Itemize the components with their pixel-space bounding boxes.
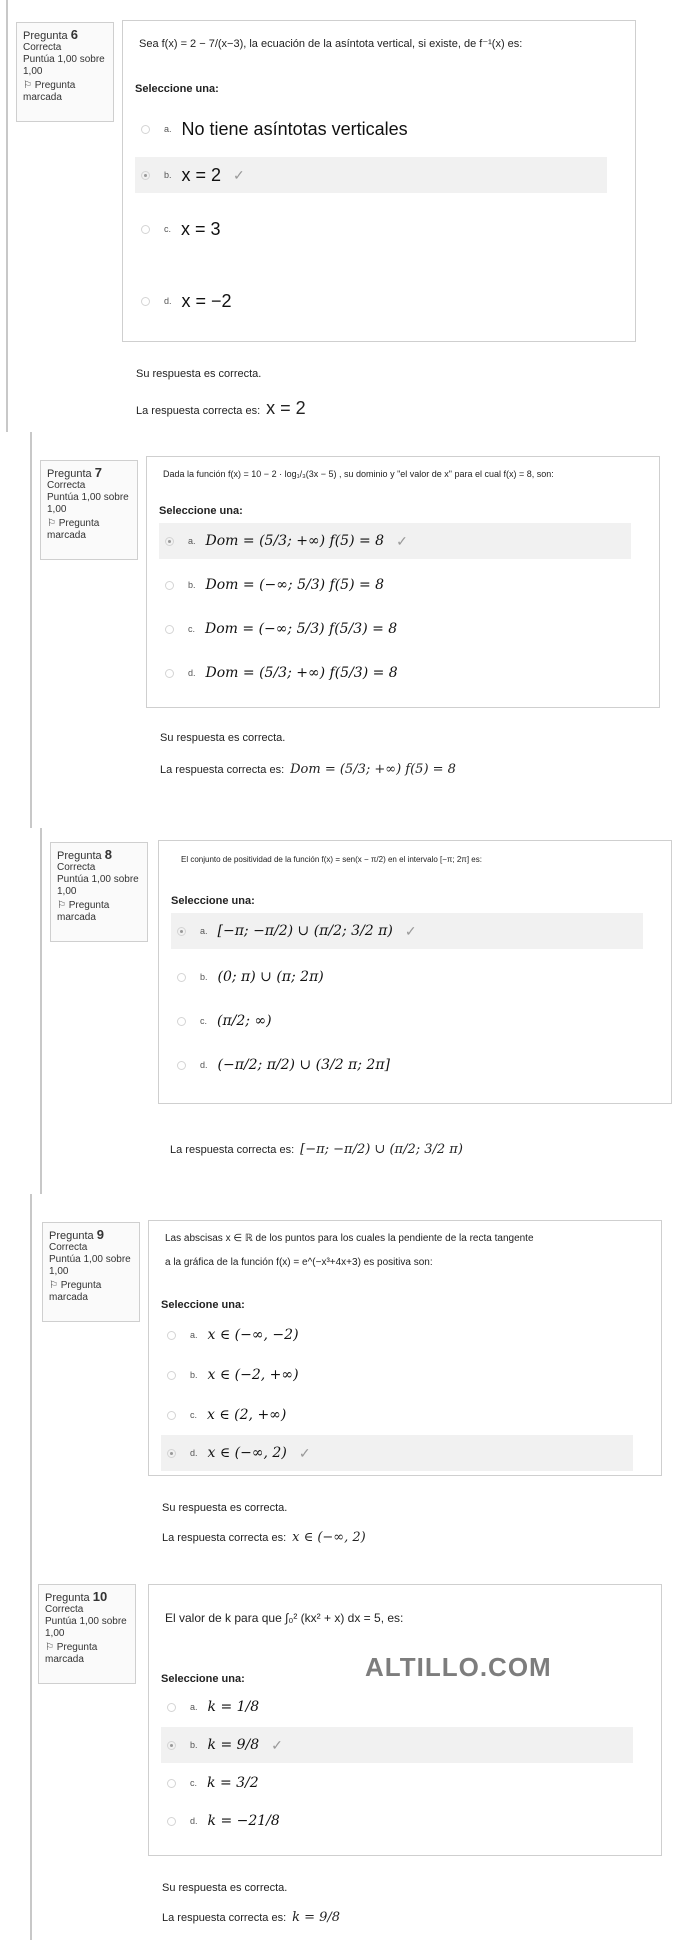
- checkmark-icon: ✓: [396, 532, 408, 549]
- correct-message: Su respuesta es correcta.: [162, 1502, 288, 1514]
- radio-button[interactable]: [167, 1779, 176, 1788]
- radio-button-selected[interactable]: [177, 927, 186, 936]
- radio-button[interactable]: [167, 1703, 176, 1712]
- option-d[interactable]: d. x ∈ (−∞, 2) ✓: [161, 1435, 633, 1471]
- option-a[interactable]: a. k = 1/8: [161, 1689, 633, 1725]
- question-status: Correcta: [49, 1242, 88, 1253]
- radio-button[interactable]: [141, 297, 150, 306]
- option-text: [−π; −π/2) ∪ (π/2; 3/2 π): [217, 923, 393, 939]
- question-text: Las abscisas x ∈ ℝ de los puntos para los cuales la pendiente de la recta tangente: [165, 1233, 534, 1244]
- option-d[interactable]: d. k = −21/8: [161, 1803, 633, 1839]
- flag-question-link[interactable]: ⚐ Pregunta marcada: [57, 900, 110, 923]
- question-number: Pregunta 6: [23, 27, 78, 42]
- question-number: Pregunta 10: [45, 1589, 108, 1604]
- flag-question-link[interactable]: ⚐ Pregunta marcada: [45, 1642, 98, 1665]
- option-b[interactable]: b. Dom = (−∞; 5/3) f(5) = 8: [159, 567, 631, 603]
- option-c[interactable]: c. k = 3/2: [161, 1765, 633, 1801]
- question-text: El conjunto de positividad de la función f(x) = sen(x − π/2) en el intervalo [−π; 2π] es:: [181, 855, 482, 864]
- radio-button[interactable]: [165, 625, 174, 634]
- radio-button-selected[interactable]: [167, 1449, 176, 1458]
- checkmark-icon: ✓: [298, 1444, 311, 1461]
- option-text: x = 3: [181, 218, 221, 239]
- option-a[interactable]: a. Dom = (5/3; +∞) f(5) = 8 ✓: [159, 523, 631, 559]
- question-score: Puntúa 1,00 sobre 1,00: [45, 1616, 127, 1639]
- question-number: Pregunta 8: [57, 847, 112, 862]
- question-content: [146, 456, 660, 708]
- flag-icon: ⚐: [47, 518, 56, 529]
- option-c[interactable]: c. x ∈ (2, +∞): [161, 1397, 633, 1433]
- left-border-line: [6, 0, 8, 432]
- correct-message: Su respuesta es correcta.: [160, 732, 286, 744]
- select-prompt: Seleccione una:: [159, 505, 243, 517]
- option-text: k = 1/8: [207, 1699, 260, 1715]
- select-prompt: Seleccione una:: [171, 895, 255, 907]
- question-score: Puntúa 1,00 sobre 1,00: [47, 492, 129, 515]
- option-d[interactable]: d. Dom = (5/3; +∞) f(5/3) = 8: [159, 655, 631, 691]
- question-info: [40, 460, 138, 560]
- option-text: x ∈ (−∞, −2): [207, 1327, 299, 1343]
- radio-button[interactable]: [165, 581, 174, 590]
- correct-answer: La respuesta correcta es: [−π; −π/2) ∪ (π/2; 3/2 π): [170, 1142, 463, 1157]
- radio-button[interactable]: [177, 973, 186, 982]
- question-status: Correcta: [23, 42, 62, 53]
- option-b[interactable]: b. k = 9/8 ✓: [161, 1727, 633, 1763]
- option-a[interactable]: a. x ∈ (−∞, −2): [161, 1317, 633, 1353]
- select-prompt: Seleccione una:: [161, 1299, 245, 1311]
- question-info: [16, 22, 114, 122]
- option-text: x = −2: [181, 290, 232, 311]
- radio-button[interactable]: [167, 1331, 176, 1340]
- flag-question-link[interactable]: ⚐ Pregunta marcada: [49, 1280, 102, 1303]
- option-text: (−π/2; π/2) ∪ (3/2 π; 2π]: [217, 1057, 390, 1073]
- flag-icon: ⚐: [23, 80, 32, 91]
- flag-icon: ⚐: [57, 900, 66, 911]
- option-text: No tiene asíntotas verticales: [181, 118, 408, 139]
- question-text: Sea f(x) = 2 − 7/(x−3), la ecuación de la asíntota vertical, si existe, de f⁻¹(x) es:: [139, 38, 523, 50]
- option-text: Dom = (−∞; 5/3) f(5) = 8: [205, 577, 385, 593]
- option-text: (0; π) ∪ (π; 2π): [217, 969, 324, 985]
- option-text: k = 9/8: [207, 1737, 260, 1753]
- watermark: ALTILLO.COM: [365, 1652, 552, 1682]
- question-score: Puntúa 1,00 sobre 1,00: [23, 54, 105, 77]
- radio-button-selected[interactable]: [141, 171, 150, 180]
- question-status: Correcta: [47, 480, 86, 491]
- option-d[interactable]: d. (−π/2; π/2) ∪ (3/2 π; 2π]: [171, 1047, 643, 1083]
- option-d[interactable]: d. x = −2: [135, 283, 607, 319]
- left-border-line: [40, 828, 42, 1194]
- radio-button[interactable]: [167, 1371, 176, 1380]
- question-content: [122, 20, 636, 342]
- question-info: [50, 842, 148, 942]
- option-b[interactable]: b. x = 2 ✓: [135, 157, 607, 193]
- question-number: Pregunta 9: [49, 1227, 104, 1242]
- radio-button-selected[interactable]: [167, 1741, 176, 1750]
- radio-button[interactable]: [165, 669, 174, 678]
- correct-answer: La respuesta correcta es: Dom = (5/3; +∞) f(5) = 8: [160, 762, 456, 777]
- radio-button[interactable]: [141, 125, 150, 134]
- select-prompt: Seleccione una:: [135, 83, 219, 95]
- correct-answer: La respuesta correcta es: x ∈ (−∞, 2): [162, 1530, 366, 1545]
- checkmark-icon: ✓: [404, 922, 417, 939]
- flag-icon: ⚐: [49, 1280, 58, 1291]
- option-text: x = 2: [181, 164, 222, 185]
- option-c[interactable]: c. Dom = (−∞; 5/3) f(5/3) = 8: [159, 611, 631, 647]
- option-c[interactable]: c. (π/2; ∞): [171, 1003, 643, 1039]
- question-score: Puntúa 1,00 sobre 1,00: [57, 874, 139, 897]
- option-text: k = −21/8: [207, 1813, 280, 1829]
- question-text: Dada la función f(x) = 10 − 2 · log₁/₃(3x − 5) , su dominio y "el valor de x" para el cual f(x) = 8, son:: [163, 469, 554, 479]
- question-content: [148, 1584, 662, 1856]
- radio-button-selected[interactable]: [165, 537, 174, 546]
- question-content: [158, 840, 672, 1104]
- correct-message: Su respuesta es correcta.: [136, 368, 262, 380]
- option-c[interactable]: c. x = 3: [135, 211, 607, 247]
- option-a[interactable]: a. No tiene asíntotas verticales: [135, 111, 607, 147]
- radio-button[interactable]: [141, 225, 150, 234]
- question-text-line2: a la gráfica de la función f(x) = e^(−x³+4x+3) es positiva son:: [165, 1257, 433, 1268]
- option-text: Dom = (5/3; +∞) f(5/3) = 8: [205, 665, 398, 681]
- option-text: x ∈ (−∞, 2): [207, 1445, 287, 1461]
- option-text: Dom = (5/3; +∞) f(5) = 8: [205, 533, 385, 549]
- flag-question-link[interactable]: ⚐ Pregunta marcada: [23, 80, 76, 103]
- left-border-line: [30, 432, 32, 828]
- correct-answer: La respuesta correcta es: x = 2: [136, 398, 306, 418]
- radio-button[interactable]: [177, 1061, 186, 1070]
- flag-question-link[interactable]: ⚐ Pregunta marcada: [47, 518, 100, 541]
- question-info: [38, 1584, 136, 1684]
- question-content: [148, 1220, 662, 1476]
- option-text: x ∈ (2, +∞): [207, 1407, 287, 1423]
- radio-button[interactable]: [167, 1411, 176, 1420]
- correct-answer: La respuesta correcta es: k = 9/8: [162, 1910, 341, 1925]
- left-border-line: [30, 1564, 32, 1940]
- question-score: Puntúa 1,00 sobre 1,00: [49, 1254, 131, 1277]
- checkmark-icon: ✓: [271, 1736, 283, 1753]
- question-status: Correcta: [57, 862, 96, 873]
- option-text: Dom = (−∞; 5/3) f(5/3) = 8: [205, 621, 398, 637]
- option-text: (π/2; ∞): [217, 1013, 272, 1029]
- flag-icon: ⚐: [45, 1642, 54, 1653]
- checkmark-icon: ✓: [233, 166, 245, 183]
- question-text: El valor de k para que ∫₀² (kx² + x) dx = 5, es:: [165, 1611, 404, 1625]
- option-a[interactable]: a. [−π; −π/2) ∪ (π/2; 3/2 π) ✓: [171, 913, 643, 949]
- radio-button[interactable]: [177, 1017, 186, 1026]
- left-border-line: [30, 1194, 32, 1564]
- option-b[interactable]: b. (0; π) ∪ (π; 2π): [171, 959, 643, 995]
- correct-message: Su respuesta es correcta.: [162, 1882, 288, 1894]
- question-info: [42, 1222, 140, 1322]
- question-number: Pregunta 7: [47, 465, 102, 480]
- option-text: x ∈ (−2, +∞): [207, 1367, 299, 1383]
- option-b[interactable]: b. x ∈ (−2, +∞): [161, 1357, 633, 1393]
- select-prompt: Seleccione una:: [161, 1673, 245, 1685]
- option-text: k = 3/2: [207, 1775, 259, 1791]
- question-status: Correcta: [45, 1604, 84, 1615]
- radio-button[interactable]: [167, 1817, 176, 1826]
